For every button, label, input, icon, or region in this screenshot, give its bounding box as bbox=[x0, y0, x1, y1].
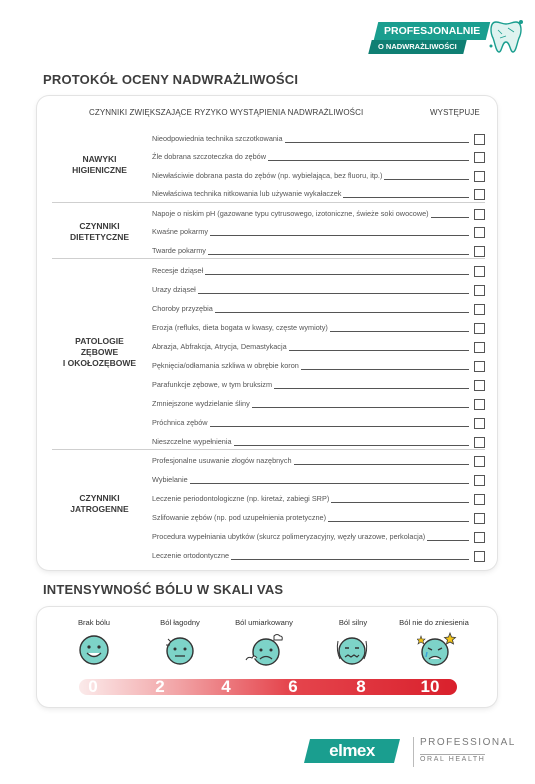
checkbox[interactable] bbox=[474, 209, 485, 220]
checkbox[interactable] bbox=[474, 551, 485, 562]
checklist-row: Abrazja, Abfrakcja, Atrycja, Demastykacja bbox=[152, 335, 487, 354]
checkbox[interactable] bbox=[474, 532, 485, 543]
checkbox[interactable] bbox=[474, 152, 485, 163]
checkbox[interactable] bbox=[474, 189, 485, 200]
checkbox[interactable] bbox=[474, 171, 485, 182]
protocol-title: PROTOKÓŁ OCENY NADWRAŻLIWOŚCI bbox=[43, 72, 299, 87]
checkbox[interactable] bbox=[474, 437, 485, 448]
checklist-row: Kwaśne pokarmy bbox=[152, 221, 487, 240]
checklist-row: Nieodpowiednia technika szczotkowania bbox=[152, 127, 487, 146]
vas-value: 4 bbox=[221, 677, 231, 696]
slight-pain-face-icon bbox=[163, 634, 197, 666]
checkbox[interactable] bbox=[474, 361, 485, 372]
checklist-row: Leczenie ortodontyczne bbox=[152, 544, 487, 563]
checklist-row: Nieszczelne wypełnienia bbox=[152, 430, 487, 449]
checkbox[interactable] bbox=[474, 342, 485, 353]
checkbox[interactable] bbox=[474, 134, 485, 145]
occurs-header: WYSTĘPUJE bbox=[430, 108, 480, 117]
checkbox[interactable] bbox=[474, 494, 485, 505]
checklist-row: Niewłaściwa technika nitkowania lub używanie wykałaczek bbox=[152, 183, 487, 202]
checkbox[interactable] bbox=[474, 227, 485, 238]
checkbox[interactable] bbox=[474, 304, 485, 315]
group-title-hygiene: NAWYKI HIGIENICZNE bbox=[72, 154, 127, 175]
protocol-card bbox=[37, 96, 497, 570]
tooth-icon bbox=[488, 16, 524, 56]
checklist-row: Erozja (refluks, dieta bogata w kwasy, częste wymioty) bbox=[152, 316, 487, 335]
badge-title: PROFESJONALNIE bbox=[374, 22, 491, 40]
checkbox[interactable] bbox=[474, 246, 485, 257]
vas-label: Brak bólu bbox=[77, 618, 111, 627]
checkbox[interactable] bbox=[474, 475, 485, 486]
checklist-row: Choroby przyzębia bbox=[152, 297, 487, 316]
checklist-row: Leczenie periodontologiczne (np. kiretaż, zabiegi SRP) bbox=[152, 487, 487, 506]
badge-subtitle: O NADWRAŻLIWOŚCI bbox=[368, 40, 466, 54]
vas-value: 8 bbox=[356, 677, 366, 696]
checklist-row: Niewłaściwie dobrana pasta do zębów (np. wybielająca, bez fluoru, itp.) bbox=[152, 164, 487, 183]
unbearable-pain-face-icon bbox=[417, 630, 457, 668]
checklist-row: Recesje dziąseł bbox=[152, 259, 487, 278]
group-title-diet: CZYNNIKI DIETETYCZNE bbox=[69, 221, 130, 242]
vas-value: 0 bbox=[88, 677, 98, 696]
vas-scale-bar bbox=[79, 679, 457, 695]
checklist-row: Napoje o niskim pH (gazowane typu cytrusowego, izotoniczne, świeże soki owocowe) bbox=[152, 202, 487, 221]
checkbox[interactable] bbox=[474, 456, 485, 467]
vas-title: INTENSYWNOŚĆ BÓLU W SKALI VAS bbox=[43, 582, 284, 597]
vas-label: Ból łagodny bbox=[160, 618, 200, 627]
smiling-face-icon bbox=[78, 634, 110, 666]
checkbox[interactable] bbox=[474, 418, 485, 429]
group-title-iatrogenic: CZYNNIKI JATROGENNE bbox=[70, 493, 129, 514]
severe-pain-face-icon bbox=[334, 631, 370, 667]
checklist-row: Twarde pokarmy bbox=[152, 239, 487, 258]
checklist-row: Profesjonalne usuwanie złogów nazębnych bbox=[152, 449, 487, 468]
checklist-row: Parafunkcje zębowe, w tym bruksizm bbox=[152, 373, 487, 392]
checkbox[interactable] bbox=[474, 399, 485, 410]
checklist-row: Pęknięcia/odłamania szkliwa w obrębie koron bbox=[152, 354, 487, 373]
vas-value: 6 bbox=[288, 677, 298, 696]
elmex-logo: elmex bbox=[304, 739, 400, 763]
vas-label: Ból nie do zniesienia bbox=[399, 618, 469, 627]
checklist-row: Urazy dziąseł bbox=[152, 278, 487, 297]
checklist-row: Szlifowanie zębów (np. pod uzupełnienia protetyczne) bbox=[152, 506, 487, 525]
professional-oral-health-logo: PROFESSIONAL ORAL HEALTH bbox=[413, 737, 523, 767]
checklist-row: Zmniejszone wydzielanie śliny bbox=[152, 392, 487, 411]
vas-value: 10 bbox=[420, 677, 440, 696]
vas-value: 2 bbox=[155, 677, 165, 696]
group-title-pathology: PATOLOGIE ZĘBOWE I OKOŁOZĘBOWE bbox=[62, 336, 137, 368]
checkbox[interactable] bbox=[474, 285, 485, 296]
checklist-row: Wybielanie bbox=[152, 468, 487, 487]
vas-label: Ból silny bbox=[338, 618, 368, 627]
checkbox[interactable] bbox=[474, 513, 485, 524]
header-badge bbox=[362, 22, 514, 56]
moderate-pain-face-icon bbox=[244, 632, 284, 668]
checklist-row: Procedura wypełniania ubytków (skurcz polimeryzacyjny, węzły urazowe, perkolacja) bbox=[152, 525, 487, 544]
checklist-row: Próchnica zębów bbox=[152, 411, 487, 430]
checkbox[interactable] bbox=[474, 266, 485, 277]
vas-label: Ból umiarkowany bbox=[235, 618, 293, 627]
checkbox[interactable] bbox=[474, 323, 485, 334]
checkbox[interactable] bbox=[474, 380, 485, 391]
checklist-row: Źle dobrana szczoteczka do zębów bbox=[152, 146, 487, 165]
factors-header: CZYNNIKI ZWIĘKSZAJĄCE RYZYKO WYSTĄPIENIA NADWRAŻLIWOŚCI bbox=[89, 108, 364, 117]
